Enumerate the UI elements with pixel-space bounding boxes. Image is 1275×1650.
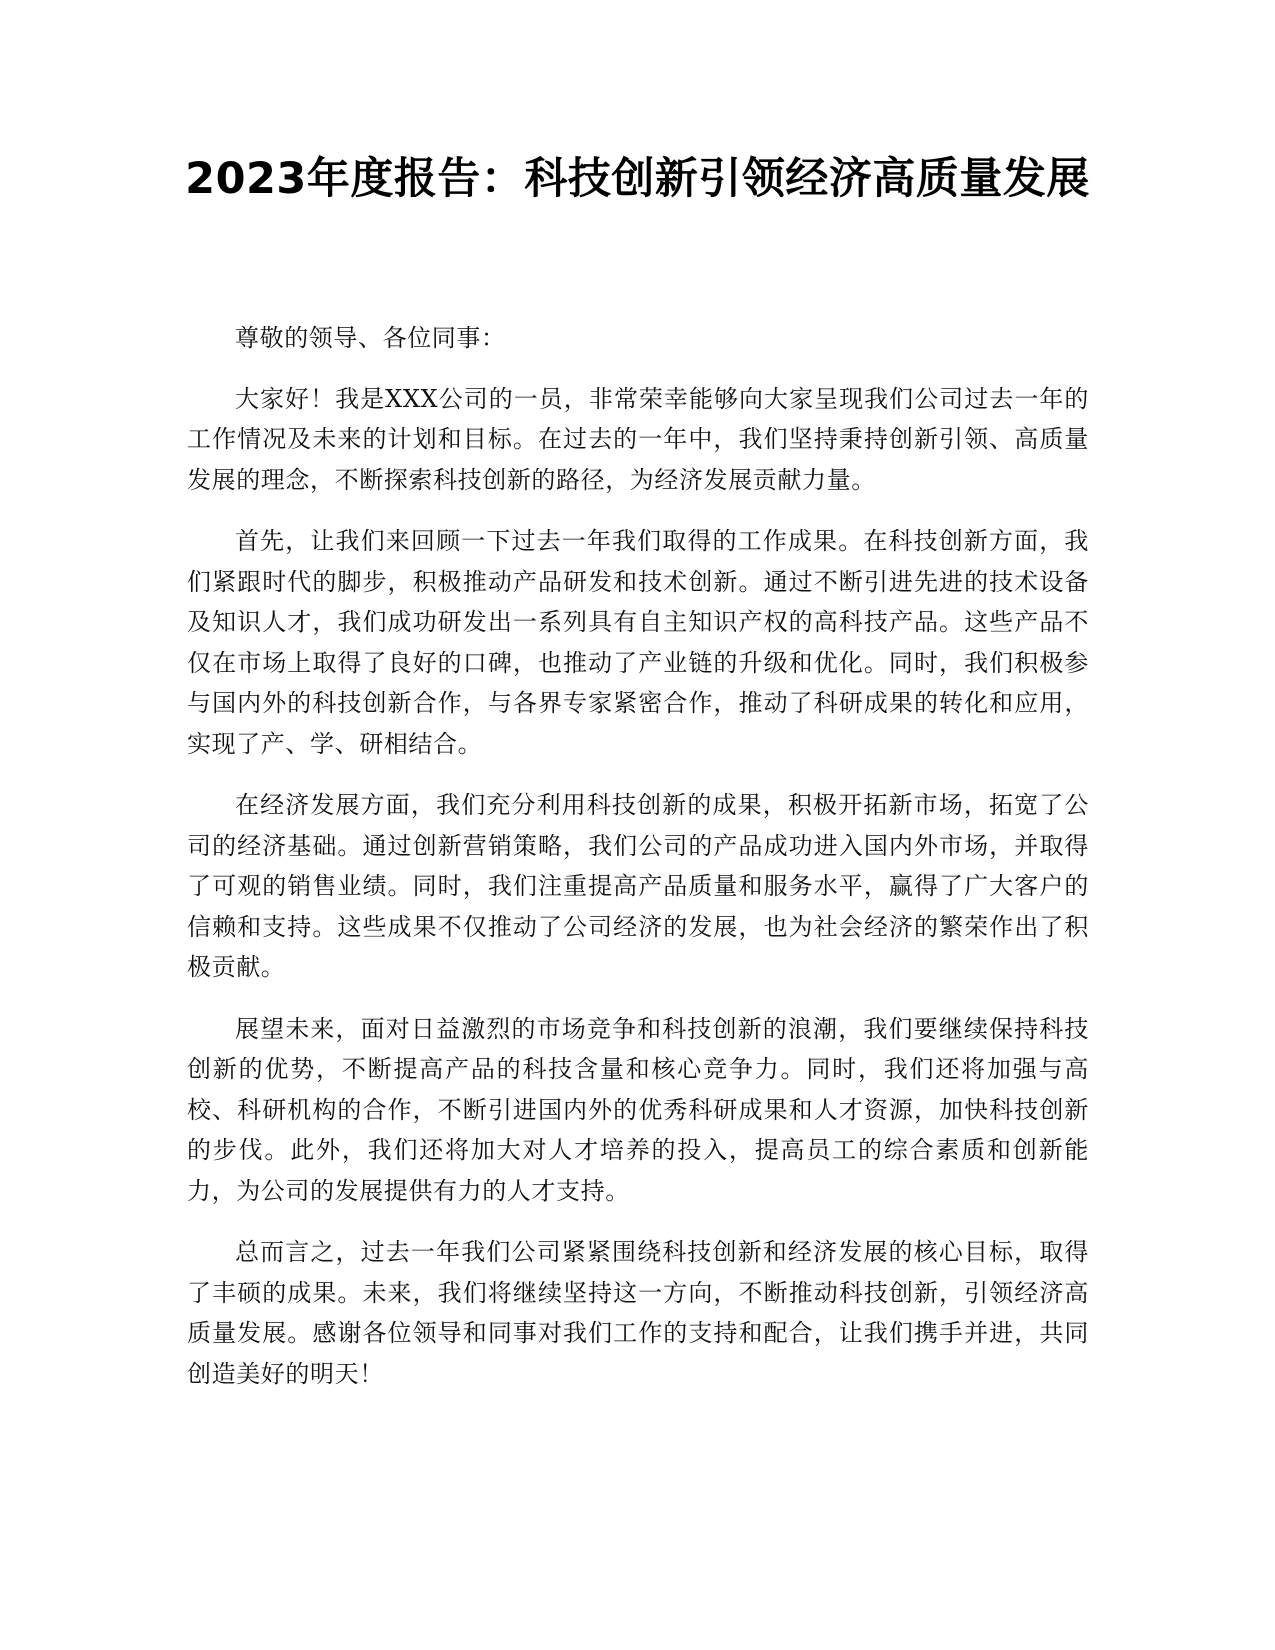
economic-development-paragraph: 在经济发展方面，我们充分利用科技创新的成果，积极开拓新市场，拓宽了公司的经济基础。通过创新营销策略，我们公司的产品成功进入国内外市场，并取得了可观的销售业绩。同时，我们注重提高产品质量和服务水平，赢得了广大客户的信赖和支持。这些成果不仅推动了公司经济的发展，也为社会经济的繁荣作出了积极贡献。 [187, 791, 1089, 981]
intro-paragraph: 大家好！我是XXX公司的一员，非常荣幸能够向大家呈现我们公司过去一年的工作情况及未来的计划和目标。在过去的一年中，我们坚持秉持创新引领、高质量发展的理念，不断探索科技创新的路径，为经济发展贡献力量。 [187, 384, 1089, 494]
document-body [187, 318, 1089, 1415]
outlook-paragraph: 展望未来，面对日益激烈的市场竞争和科技创新的浪潮，我们要继续保持科技创新的优势，不断提高产品的科技含量和核心竞争力。同时，我们还将加强与高校、科研机构的合作，不断引进国内外的优秀科研成果和人才资源，加快科技创新的步伐。此外，我们还将加大对人才培养的投入，提高员工的综合素质和创新能力，为公司的发展提供有力的人才支持。 [187, 1014, 1089, 1205]
achievements-paragraph: 首先，让我们来回顾一下过去一年我们取得的工作成果。在科技创新方面，我们紧跟时代的脚步，积极推动产品研发和技术创新。通过不断引进先进的技术设备及知识人才，我们成功研发出一系列具有自主知识产权的高科技产品。这些产品不仅在市场上取得了良好的口碑，也推动了产业链的升级和优化。同时，我们积极参与国内外的科技创新合作，与各界专家紧密合作，推动了科研成果的转化和应用，实现了产、学、研相结合。 [187, 527, 1089, 758]
document-title: 2023年度报告：科技创新引领经济高质量发展 [185, 154, 1090, 204]
conclusion-paragraph: 总而言之，过去一年我们公司紧紧围绕科技创新和经济发展的核心目标，取得了丰硕的成果。未来，我们将继续坚持这一方向，不断推动科技创新，引领经济高质量发展。感谢各位领导和同事对我们工作的支持和配合，让我们携手并进，共同创造美好的明天！ [187, 1238, 1089, 1388]
greeting-paragraph: 尊敬的领导、各位同事： [235, 324, 506, 352]
